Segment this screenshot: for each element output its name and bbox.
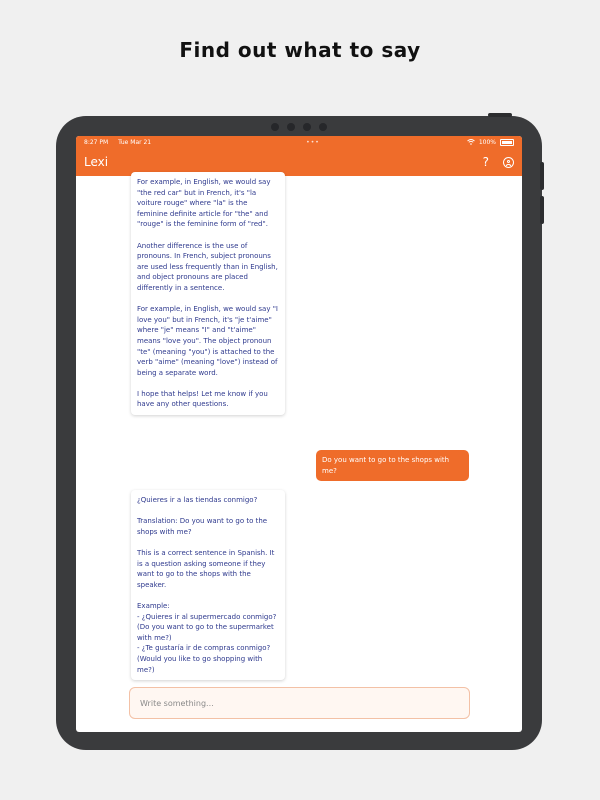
chat-thread[interactable] xyxy=(76,176,522,686)
wifi-icon xyxy=(467,139,475,145)
status-time: 8:27 PM xyxy=(84,138,109,146)
bot-message: For example, in English, we would say "the red car" but in French, it's "la voiture rouge" where "la" is the feminine definite article for "the" and "rouge" is the feminine form of "red". Another difference is the use of pronouns. In French, subject pronouns are used less frequently than in English, and object pronouns are placed differently in a sentence. For example, in English, we would say "I love you" but in French, it's "je t'aime" where "je" means "I" and "t'aime" means "love you". The object pronoun "te" (meaning "you") is attached to the verb "aime" (meaning "love") instead of being a separate word. I hope that helps! Let me know if you have any other questions. xyxy=(131,172,285,415)
promo-headline: Find out what to say xyxy=(179,38,421,62)
camera-bar xyxy=(56,123,542,131)
multitask-dots-icon[interactable]: ••• xyxy=(306,138,320,146)
app-title: Lexi xyxy=(84,155,109,169)
camera-dot xyxy=(319,123,327,131)
volume-button xyxy=(540,162,544,190)
camera-dot xyxy=(271,123,279,131)
battery-icon xyxy=(500,139,514,146)
tablet-frame xyxy=(56,116,542,750)
account-circle-icon[interactable] xyxy=(503,157,514,168)
battery-percent: 100% xyxy=(478,138,496,146)
status-date: Tue Mar 21 xyxy=(118,138,152,146)
user-message: Do you want to go to the shops with me? xyxy=(316,450,469,481)
app-screen xyxy=(76,136,522,732)
camera-dot xyxy=(303,123,311,131)
message-input[interactable] xyxy=(138,698,461,709)
camera-dot xyxy=(287,123,295,131)
status-bar xyxy=(76,136,522,148)
help-icon[interactable]: ? xyxy=(482,155,489,169)
bot-message: ¿Quieres ir a las tiendas conmigo? Translation: Do you want to go to the shops with me? This is a correct sentence in Spanish. It is a question asking someone if they want to go to the shops with the speaker. Example: - ¿Quieres ir al supermercado conmigo? (Do you want to go to the supermarket with me?) - ¿Te gustaría ir de compras conmigo? (Would you like to go shopping with me?) xyxy=(131,490,285,680)
message-composer[interactable] xyxy=(129,687,470,719)
power-button xyxy=(488,113,512,117)
volume-button-2 xyxy=(540,196,544,224)
